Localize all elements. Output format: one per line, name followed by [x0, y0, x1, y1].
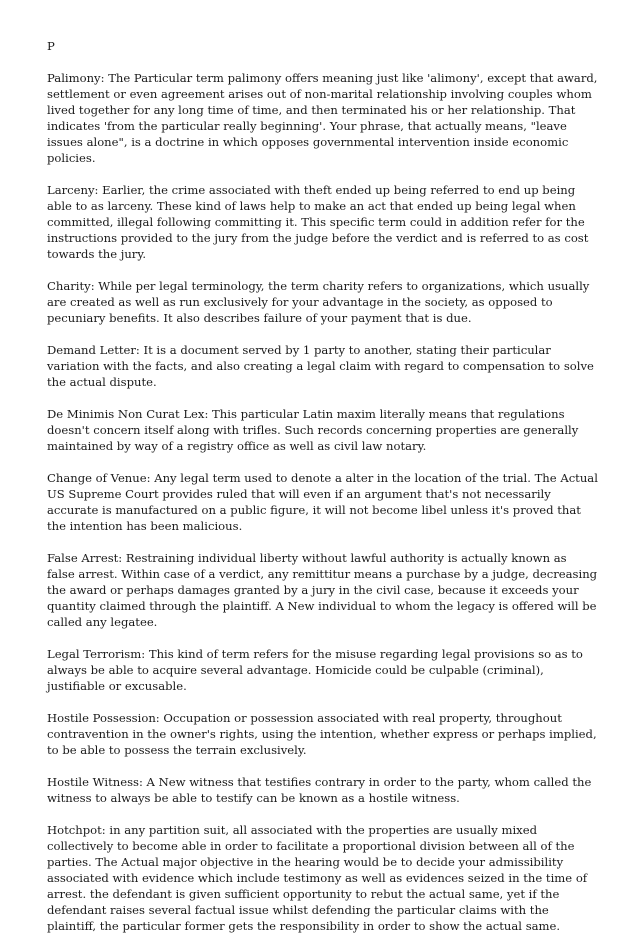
entry-hostile-witness: Hostile Witness: A New witness that testifies contrary in order to the party, whom called the witness to always be able to testify can be known as a hostile witness. — [47, 775, 592, 805]
section-letter: P — [47, 39, 55, 53]
entry-de-minimis: De Minimis Non Curat Lex: This particular Latin maxim literally means that regulations doesn't concern itself along with trifles. Such records concerning properties are generally maintained by way of a registry office as well as civil law notary. — [47, 407, 579, 453]
entry-larceny: Larceny: Earlier, the crime associated with theft ended up being referred to end up being able to as larceny. These kind of laws help to make an act that ended up being legal when committed, illegal following committing it. This specific term could in addition refer for the instructions provided to the jury from the judge before the verdict and is referred to as cost towards the jury. — [47, 183, 589, 261]
entry-palimony: Palimony: The Particular term palimony offers meaning just like 'alimony', except that award, settlement or even agreement arises out of non-marital relationship involving couples whom lived together for any long time of time, and then terminated his or her relationship. That indicates 'from the particular really beginning'. Your phrase, that actually means, "leave issues alone", is a doctrine in which opposes governmental intervention inside economic policies. — [47, 71, 598, 165]
entry-hostile-possession: Hostile Possession: Occupation or possession associated with real property, throughout contravention in the owner's rights, using the intention, whether express or perhaps implied, to be able to possess the terrain exclusively. — [47, 711, 597, 757]
entry-change-of-venue: Change of Venue: Any legal term used to denote a alter in the location of the trial. The Actual US Supreme Court provides ruled that will even if an argument that's not necessarily accurate is manufactured on a public figure, it will not become libel unless it's proved that the intention has been malicious. — [47, 471, 598, 533]
entry-charity: Charity: While per legal terminology, the term charity refers to organizations, which usually are created as well as run exclusively for your advantage in the society, as opposed to pecuniary benefits. It also describes failure of your payment that is due. — [47, 279, 590, 325]
entry-false-arrest: False Arrest: Restraining individual liberty without lawful authority is actually known as false arrest. Within case of a verdict, any remittitur means a purchase by a judge, decreasing the award or perhaps damages granted by a jury in the civil case, because it exceeds your quantity claimed through the plaintiff. A New individual to whom the legacy is offered will be called any legatee. — [47, 551, 598, 629]
entry-hotchpot: Hotchpot: in any partition suit, all associated with the properties are usually mixed collectively to become able in order to facilitate a proportional division between all of the parties. The Actual major objective in the hearing would be to decide your admissibility associated with evidence which include testimony as well as evidences seized in the time of arrest. the defendant is given sufficient opportunity to rebut the actual same, yet if the defendant raises several factual issue whilst defending the particular claims with the plaintiff, the particular former gets the responsibility in order to show the actual same. — [47, 823, 588, 933]
entry-demand-letter: Demand Letter: It is a document served by 1 party to another, stating their particular variation with the facts, and also creating a legal claim with regard to compensation to solve the actual dispute. — [47, 343, 594, 389]
entry-legal-terrorism: Legal Terrorism: This kind of term refers for the misuse regarding legal provisions so as to always be able to acquire several advantage. Homicide could be culpable (criminal), justifiable or excusable. — [47, 647, 583, 693]
